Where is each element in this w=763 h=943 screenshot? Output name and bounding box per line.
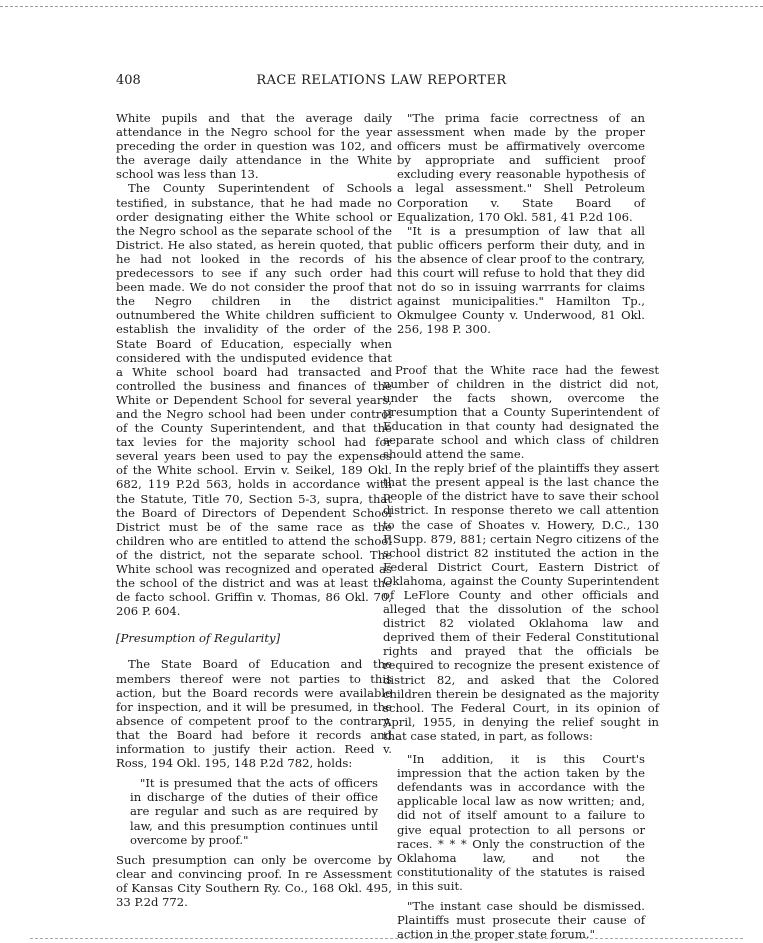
block-quote: "It is a presumption of law that all public officers perform their duty, and in the absence of clear proof to the contrary, this court will refuse to hold that they did not do so in issuing warrrants for claims against municipalities." Hamilton Tp., Okmulgee County v. Underwood, 81 Okl. 256, 198 P. 300. xyxy=(397,223,645,337)
block-quote: "The prima facie correctness of an assessment when made by the proper officers must be affirmatively overcome by appropriate and sufficient proof excluding every reasonable hypothesis of a legal assessment." Shell Petroleum Corporation v. State Board of Equalization, 170 Okl. 581, 41 P.2d 106. xyxy=(397,111,645,224)
block-quote: "It is presumed that the acts of officers in discharge of the duties of their office are regular and such as are required by law, and this presumption continues until overcome by proof." xyxy=(130,776,378,847)
running-title: RACE RELATIONS LAW REPORTER xyxy=(256,73,507,88)
left-column xyxy=(116,111,392,909)
top-border xyxy=(0,6,763,7)
paragraph: The State Board of Education and the members thereof were not parties to this action, but the Board records were available for inspection, and it will be presumed, in the absence of competent proof to the contrary, that the Board had before it records and information to justify their action. Reed v. Ross, 194 Okl. 195, 148 P.2d 782, holds: xyxy=(116,657,392,771)
right-column xyxy=(383,111,659,941)
block-quote: "The instant case should be dismissed. Plaintiffs must prosecute their cause of action in the proper state forum." xyxy=(397,898,645,942)
paragraph: In the reply brief of the plaintiffs they assert that the present appeal is the last chance the people of the district have to save their school district. In response thereto we call attention to the case of Shoates v. Howery, D.C., 130 F.Supp. 879, 881; certain Negro citizens of the school district 82 instituted the action in the Federal District Court, Eastern District of Oklahoma, against the County Superintendent of LeFlore County and other officials and alleged that the dissolution of the school district 82 violated Oklahoma law and deprived them of their Federal Constitutional rights and prayed that the officials be required to recognize the present existence of district 82, and asked that the Colored children therein be designated as the majority school. The Federal Court, in its opinion of April, 1955, in denying the relief sought in that case stated, in part, as follows: xyxy=(383,461,659,743)
page-number: 408 xyxy=(116,73,141,88)
block-quote: "In addition, it is this Court's impression that the action taken by the defendants was in accordance with the applicable local law as now written; and, did not of itself amount to a failure to give equal protection to all persons or races. * * * Only the construction of the Oklahoma law, and not the constitutionality of the statutes is raised in this suit. xyxy=(397,752,645,893)
paragraph: Proof that the White race had the fewest number of children in the district did not, under the facts shown, overcome the presumption that a County Superintendent of Education in that county had designated the separate school and which class of children should attend the same. xyxy=(383,362,659,462)
section-subheading: [Presumption of Regularity] xyxy=(116,631,281,646)
paragraph: White pupils and that the average daily attendance in the Negro school for the year preceding the order in question was 102, and the average daily attendance in the White school was less than 13. xyxy=(116,111,392,182)
bottom-border xyxy=(30,938,743,939)
paragraph: The County Superintendent of Schools testified, in substance, that he had made no order designating either the White school or the Negro school as the separate school of the District. He also stated, as herein quoted, that he had not looked in the records of his predecessors to see if any such order had been made. We do not consider the proof that the Negro children in the district outnumbered the White children sufficient to establish the invalidity of the order of the State Board of Education, especially when considered with the undisputed evidence that a White school board had transacted and controlled the business and finances of the White or Dependent School for several years, and the Negro school had been under control of the County Superintendent, and that the tax levies for the majority school had for several years been used to pay the expenses of the White school. Ervin v. Seikel, 189 Okl. 682, 119 P.2d 563, holds in accordance with the Statute, Title 70, Section 5-3, supra, that the Board of Directors of Dependent School District must be of the same race as the children who are entitled to attend the school of the district, not the separate school. The White school was recognized and operated as the school of the district and was at least the de facto school. Griffin v. Thomas, 86 Okl. 70, 206 P. 604. xyxy=(116,181,392,619)
paragraph: Such presumption can only be overcome by clear and convincing proof. In re Assessment of Kansas City Southern Ry. Co., 168 Okl. 495, 33 P.2d 772. xyxy=(116,852,392,909)
